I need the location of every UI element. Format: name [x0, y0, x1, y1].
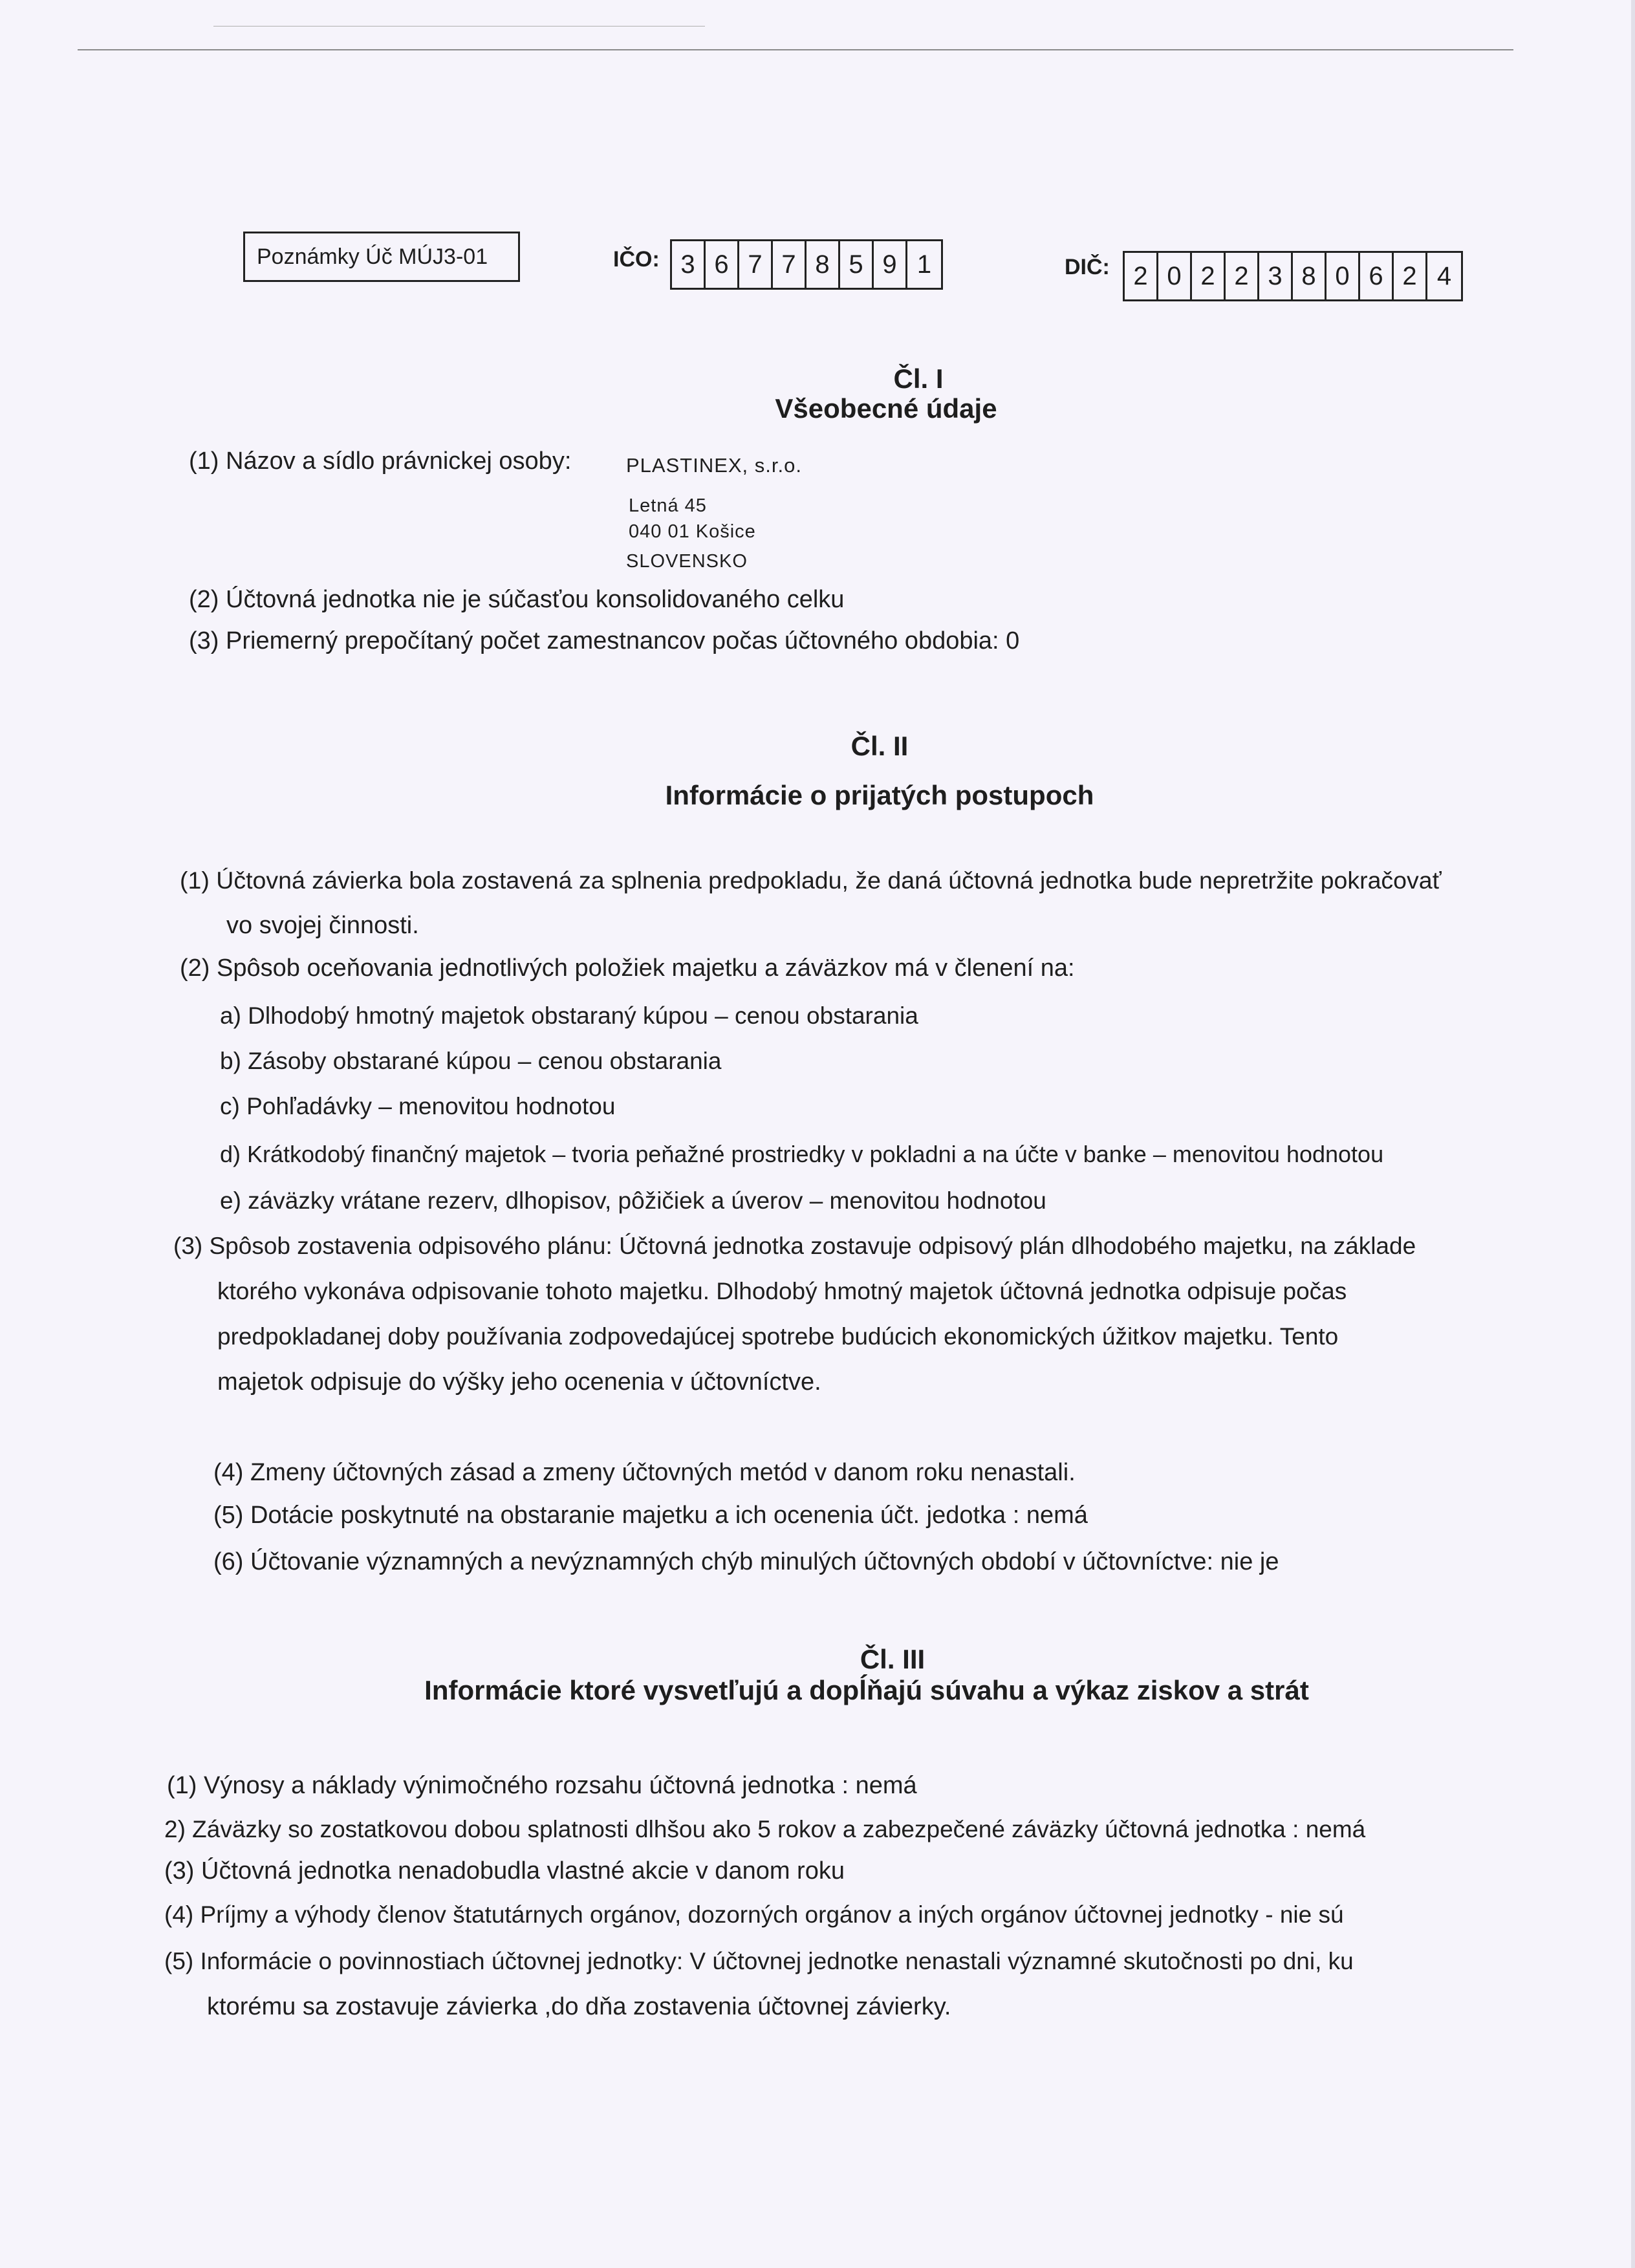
ico-digit: 6: [706, 241, 739, 288]
s2-sub-d: d) Krátkodobý finančný majetok – tvoria peňažné prostriedky v pokladni a na účte v banke – menovitou hodnotou: [220, 1141, 1384, 1167]
s2-sub-c: c) Pohľadávky – menovitou hodnotou: [220, 1093, 616, 1119]
address-country: SLOVENSKO: [626, 551, 748, 572]
dic-digit: 6: [1360, 253, 1394, 299]
address-street: Letná 45: [629, 495, 707, 516]
dic-digit: 8: [1293, 253, 1326, 299]
dic-digit: 3: [1259, 253, 1293, 299]
ico-digit: 7: [773, 241, 807, 288]
s1-item3: (3) Priemerný prepočítaný počet zamestnancov počas účtovného obdobia: 0: [189, 627, 1020, 654]
section1-title: Všeobecné údaje: [775, 393, 997, 424]
section3-title: Informácie ktoré vysvetľujú a dopĺňajú súvahu a výkaz ziskov a strát: [424, 1675, 1309, 1705]
s3-item5-line2: ktorému sa zostavuje závierka ,do dňa zostavenia účtovnej závierky.: [207, 1993, 951, 2020]
address-city: 040 01 Košice: [629, 521, 756, 542]
dic-digit: 0: [1326, 253, 1360, 299]
top-rule-short: [213, 26, 705, 27]
ico-digit: 1: [916, 250, 932, 279]
s1-item2: (2) Účtovná jednotka nie je súčasťou konsolidovaného celku: [189, 586, 845, 613]
s3-item2: 2) Záväzky so zostatkovou dobou splatnosti dlhšou ako 5 rokov a zabezpečené záväzky účtovná jednotka : nemá: [164, 1816, 1366, 1842]
section3-number: Čl. III: [860, 1644, 926, 1674]
s3-item1: (1) Výnosy a náklady výnimočného rozsahu účtovná jednotka : nemá: [167, 1772, 917, 1799]
ico-digit: 3: [672, 241, 706, 288]
s2-sub-a: a) Dlhodobý hmotný majetok obstaraný kúpou – cenou obstarania: [220, 1002, 918, 1029]
s2-item5: (5) Dotácie poskytnuté na obstaranie majetku a ich ocenenia účt. jedotka : nemá: [213, 1502, 1088, 1529]
dic-label: DIČ:: [1065, 255, 1110, 279]
dic-digit: 2: [1192, 253, 1226, 299]
s2-sub-e: e) záväzky vrátane rezerv, dlhopisov, pôžičiek a úverov – menovitou hodnotou: [220, 1187, 1046, 1214]
s2-item6: (6) Účtovanie významných a nevýznamných chýb minulých účtovných období v účtovníctve: nie je: [213, 1548, 1279, 1575]
dic-digit: 2: [1226, 253, 1259, 299]
ico-digit: 8: [807, 241, 840, 288]
scan-edge: [1631, 0, 1635, 2268]
dic-digit-boxes: [1123, 251, 1463, 301]
s1-item1-label: (1) Názov a sídlo právnickej osoby:: [189, 448, 572, 475]
company-name: PLASTINEX, s.r.o.: [626, 454, 802, 477]
dic-digit: 2: [1125, 253, 1158, 299]
s2-item3-line4: majetok odpisuje do výšky jeho ocenenia v účtovníctve.: [217, 1368, 821, 1396]
section2-title: Informácie o prijatých postupoch: [665, 780, 1094, 810]
ico-digit: 7: [739, 241, 773, 288]
ico-label: IČO:: [613, 247, 660, 272]
top-rule: [78, 49, 1513, 50]
s3-item5-line1: (5) Informácie o povinnostiach účtovnej jednotky: V účtovnej jednotke nenastali významné skutočnosti po dni, ku: [164, 1948, 1354, 1974]
section2-number: Čl. II: [850, 731, 909, 761]
s3-item4: (4) Príjmy a výhody členov štatutárnych orgánov, dozorných orgánov a iných orgánov účtovnej jednotky - nie sú: [164, 1901, 1344, 1928]
s2-item3-line1: (3) Spôsob zostavenia odpisového plánu: Účtovná jednotka zostavuje odpisový plán dlhodobého majetku, na základe: [173, 1233, 1416, 1259]
s2-item3-line2: ktorého vykonáva odpisovanie tohoto majetku. Dlhodobý hmotný majetok účtovná jednotka odpisuje počas: [217, 1278, 1347, 1304]
ico-digit: 5: [840, 241, 874, 288]
s2-item4: (4) Zmeny účtovných zásad a zmeny účtovných metód v danom roku nenastali.: [213, 1459, 1076, 1486]
s3-item3: (3) Účtovná jednotka nenadobudla vlastné akcie v danom roku: [164, 1857, 845, 1885]
s2-item2: (2) Spôsob oceňovania jednotlivých položiek majetku a záväzkov má v členení na:: [180, 955, 1075, 982]
ico-digit: 9: [874, 241, 907, 288]
section1-number: Čl. I: [893, 363, 944, 394]
s2-item1-line2: vo svojej činnosti.: [226, 912, 419, 939]
ico-digit-boxes: [670, 239, 943, 290]
dic-digit: 0: [1158, 253, 1192, 299]
s2-sub-b: b) Zásoby obstarané kúpou – cenou obstarania: [220, 1048, 722, 1074]
dic-digit: 4: [1436, 262, 1452, 290]
s2-item3-line3: predpokladanej doby používania zodpovedajúcej spotrebe budúcich ekonomických úžitkov majetku. Tento: [217, 1323, 1339, 1350]
form-code-box: Poznámky Úč MÚJ3-01: [243, 232, 520, 282]
s2-item1-line1: (1) Účtovná závierka bola zostavená za splnenia predpokladu, že daná účtovná jednotka bude nepretržite pokračovať: [180, 867, 1442, 894]
dic-digit: 2: [1394, 253, 1427, 299]
